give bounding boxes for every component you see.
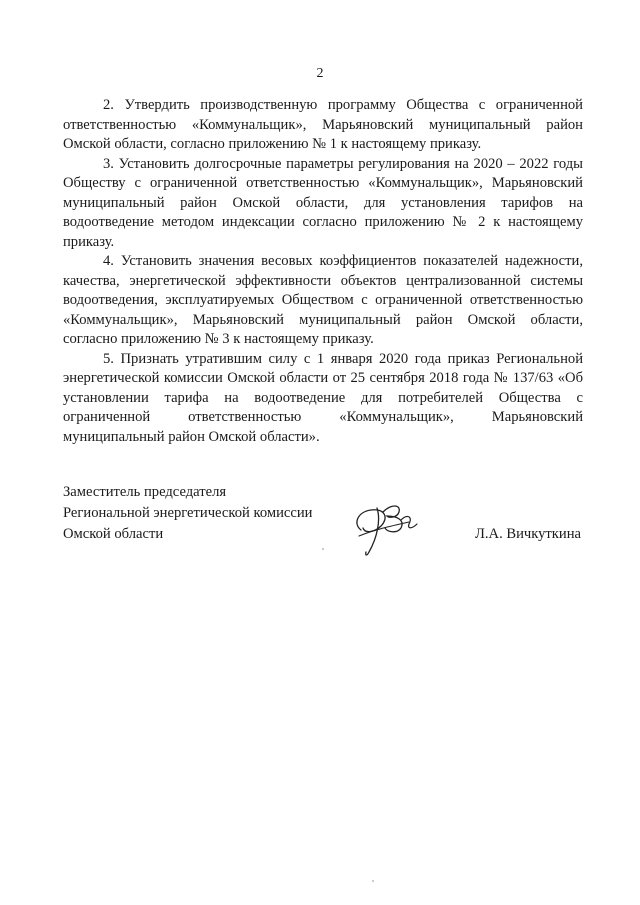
handwritten-signature — [347, 490, 427, 560]
paragraph-3: 3. Установить долгосрочные параметры регулирования на 2020 – 2022 годы Обществу с ограниченной ответственностью «Коммунальщик», Марьяновский муниципальный район Омской области, для установления тарифов на водоотведение методом индексации согласно приложению № 2 к настоящему приказу. — [63, 155, 583, 250]
signatory-position-line: Региональной энергетической комиссии — [63, 505, 313, 521]
signatory-name: Л.А. Вичкуткина — [474, 526, 581, 542]
scan-speck — [322, 548, 324, 550]
paragraph-5: 5. Признать утратившим силу с 1 января 2020 года приказ Региональной энергетической комиссии Омской области от 25 сентября 2018 года № 137/63 «Об установлении тарифа на водоотведение для потребителей Общества с ограниченной ответственностью «Коммунальщик», Марьяновский муниципальный район Омской области». — [63, 350, 583, 445]
paragraph-2: 2. Утвердить производственную программу Общества с ограниченной ответственностью «Коммунальщик», Марьяновский муниципальный район Омской области, согласно приложению № 1 к настоящему приказу. — [63, 97, 583, 152]
signatory-position — [63, 482, 363, 545]
signatory-position-line: Заместитель председателя — [63, 484, 227, 500]
page-number: 2 — [316, 66, 324, 81]
body-text — [63, 96, 583, 447]
signatory-position-line: Омской области — [63, 526, 164, 542]
scan-speck — [372, 880, 374, 882]
signature-block — [63, 482, 583, 562]
paragraph-4: 4. Установить значения весовых коэффициентов показателей надежности, качества, энергетической эффективности объектов централизованной системы водоотведения, эксплуатируемых Обществом с ограниченной ответственностью «Коммунальщик», Марьяновский муниципальный район Омской области, согласно приложению № 3 к настоящему приказу. — [63, 253, 583, 347]
